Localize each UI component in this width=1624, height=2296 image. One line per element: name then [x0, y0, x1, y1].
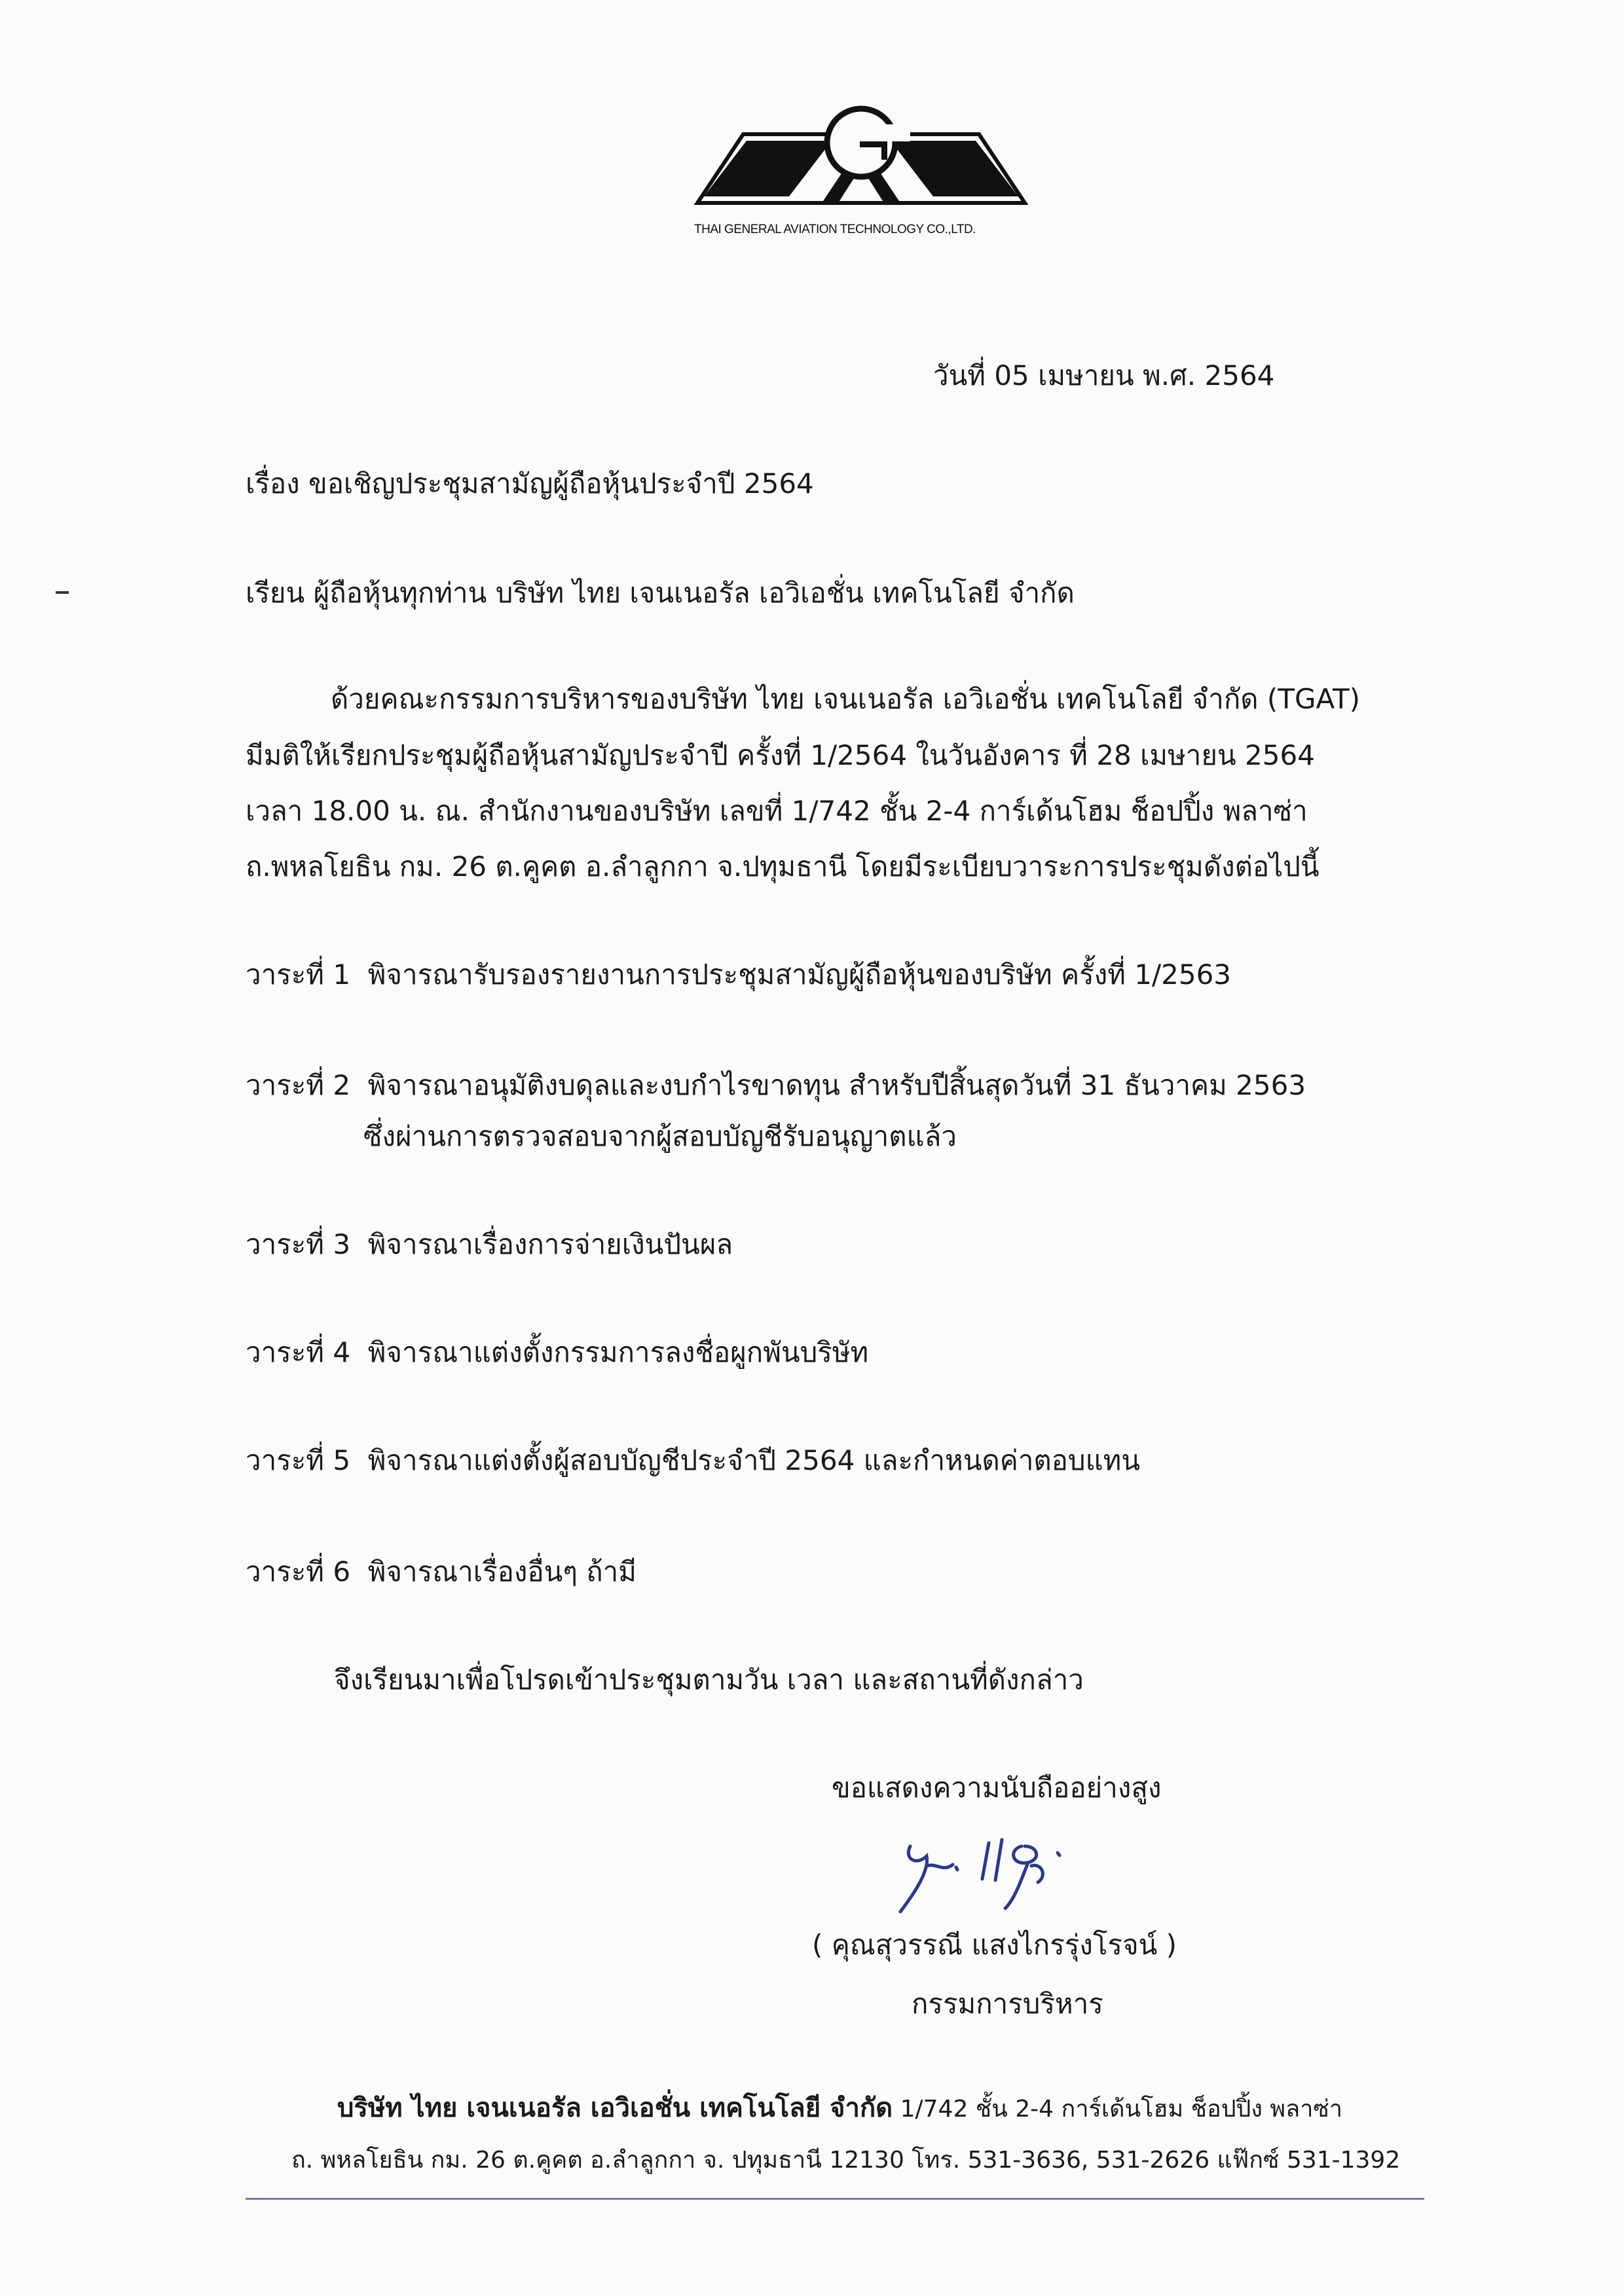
- letter-recipient: เรียน ผู้ถือหุ้นทุกท่าน บริษัท ไทย เจนเนอรัล เอวิเอชั่น เทคโนโลยี จำกัด: [246, 577, 1075, 609]
- footer-address-1: 1/742 ชั้น 2-4 การ์เด้นโฮม ช็อปปิ้ง พลาซ่า: [893, 2096, 1343, 2123]
- footer-address-2: ถ. พหลโยธิน กม. 26 ต.คูคต อ.ลำลูกกา จ. ปทุมธานี 12130 โทร. 531-3636, 531-2626 แฟ๊กซ์ 531-1392: [291, 2147, 1401, 2174]
- agenda-text: พิจารณาเรื่องอื่นๆ ถ้ามี: [367, 1556, 637, 1588]
- agenda-continuation: ซึ่งผ่านการตรวจสอบจากผู้สอบบัญชีรับอนุญาตแล้ว: [363, 1120, 957, 1152]
- agenda-text: พิจารณาอนุมัติงบดุลและงบกำไรขาดทุน สำหรับปีสิ้นสุดวันที่ 31 ธันวาคม 2563: [367, 1069, 1306, 1101]
- agenda-text: พิจารณาแต่งตั้งกรรมการลงชื่อผูกพันบริษัท: [367, 1336, 869, 1368]
- agenda-item: [246, 1444, 1141, 1476]
- agenda-item: [246, 1336, 869, 1368]
- agenda-label: วาระที่ 1: [246, 958, 351, 991]
- agenda-text: พิจารณาแต่งตั้งผู้สอบบัญชีประจำปี 2564 และกำหนดค่าตอบแทน: [367, 1444, 1141, 1476]
- handwritten-signature-icon: [891, 1827, 1126, 1918]
- agenda-label: วาระที่ 3: [246, 1228, 351, 1260]
- agenda-label: วาระที่ 5: [246, 1444, 351, 1476]
- signatory-name: ( คุณสุวรรณี แสงไกรรุ่งโรจน์ ): [812, 1929, 1177, 1961]
- agenda-text: พิจารณารับรองรายงานการประชุมสามัญผู้ถือหุ้นของบริษัท ครั้งที่ 1/2563: [367, 958, 1232, 991]
- footer-company-name: บริษัท ไทย เจนเนอรัล เอวิเอชั่น เทคโนโลยี จำกัด: [337, 2093, 893, 2123]
- regards-line: ขอแสดงความนับถืออย่างสูง: [832, 1772, 1162, 1804]
- agenda-label: วาระที่ 4: [246, 1336, 351, 1368]
- agenda-label: วาระที่ 6: [246, 1556, 351, 1588]
- intro-line-2: มีมติให้เรียกประชุมผู้ถือหุ้นสามัญประจำปี ครั้งที่ 1/2564 ในวันอังคาร ที่ 28 เมษายน 2564: [246, 739, 1315, 771]
- tgat-logo-icon: [691, 98, 1031, 229]
- agenda-label: วาระที่ 2: [246, 1069, 351, 1101]
- agenda-item: [246, 958, 1232, 991]
- agenda-item: [246, 1228, 733, 1260]
- footer-divider: [246, 2198, 1424, 2200]
- margin-mark: [56, 591, 69, 594]
- letter-date: วันที่ 05 เมษายน พ.ศ. 2564: [933, 359, 1275, 392]
- signature: [891, 1827, 1126, 1918]
- letter-subject: เรื่อง ขอเชิญประชุมสามัญผู้ถือหุ้นประจำปี 2564: [246, 467, 814, 500]
- agenda-item: [246, 1069, 1306, 1101]
- logo-caption: THAI GENERAL AVIATION TECHNOLOGY CO.,LTD.: [694, 223, 976, 236]
- agenda-item: [246, 1558, 637, 1586]
- signatory-title: กรรมการบริหาร: [912, 1988, 1103, 2020]
- agenda-text: พิจารณาเรื่องการจ่ายเงินปันผล: [367, 1228, 733, 1260]
- closing-sentence: จึงเรียนมาเพื่อโปรดเข้าประชุมตามวัน เวลา และสถานที่ดังกล่าว: [334, 1664, 1084, 1696]
- footer-line-1: [337, 2095, 1342, 2121]
- intro-line-1: ด้วยคณะกรรมการบริหารของบริษัท ไทย เจนเนอรัล เอวิเอชั่น เทคโนโลยี จำกัด (TGAT): [331, 683, 1361, 715]
- intro-line-3: เวลา 18.00 น. ณ. สำนักงานของบริษัท เลขที่ 1/742 ชั้น 2-4 การ์เด้นโฮม ช็อปปิ้ง พลาซ่า: [246, 795, 1308, 827]
- intro-line-4: ถ.พหลโยธิน กม. 26 ต.คูคต อ.ลำลูกกา จ.ปทุมธานี โดยมีระเบียบวาระการประชุมดังต่อไปนี้: [246, 850, 1320, 883]
